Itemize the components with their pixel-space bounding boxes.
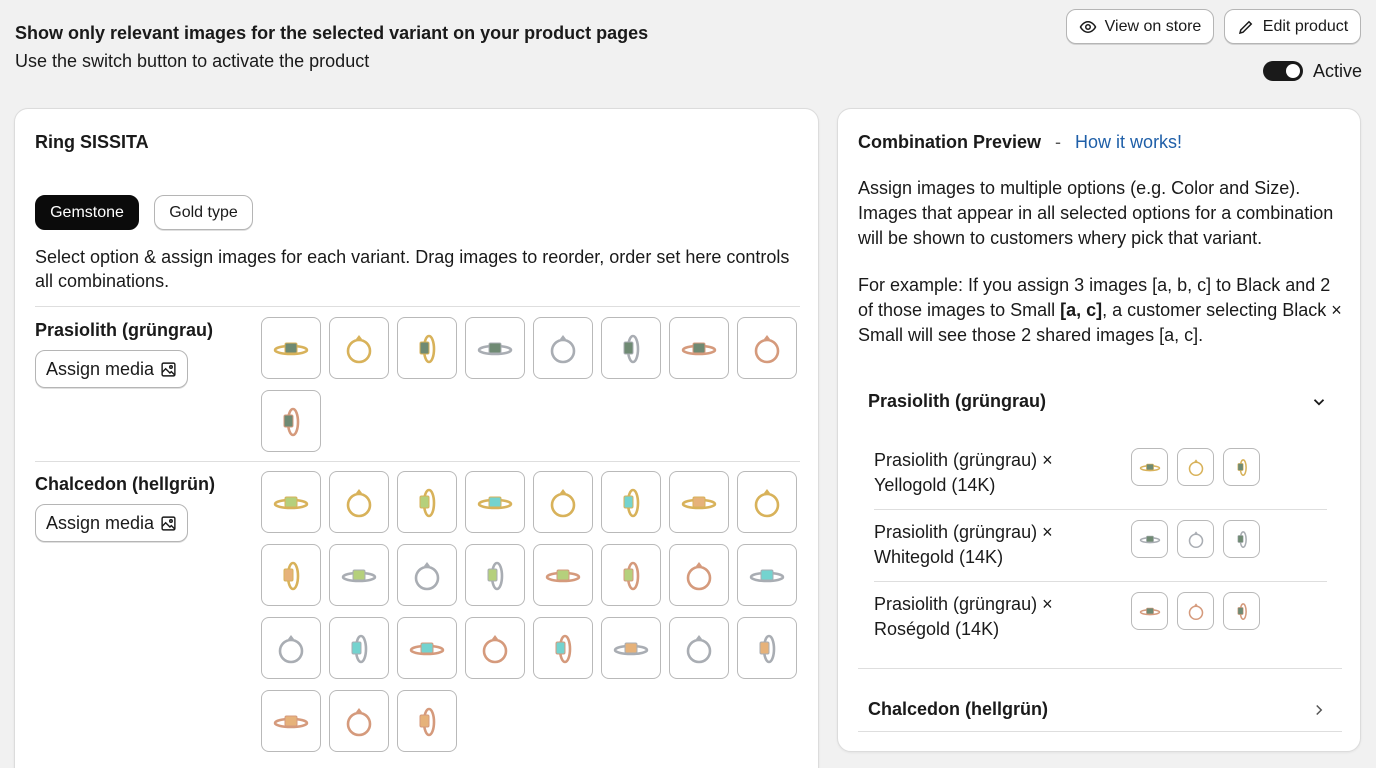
combination-image-thumbnail [1177,592,1214,630]
product-image-thumbnail[interactable] [737,617,797,679]
product-image-thumbnail[interactable] [397,690,457,752]
assign-media-button[interactable] [35,504,188,542]
assign-media-label: Assign media [45,358,155,379]
variant-image-grid [261,317,801,452]
tab-gold-type[interactable]: Gold type [154,195,253,230]
product-image-thumbnail[interactable] [261,617,321,679]
ring-image [405,699,449,743]
view-on-store-label: View on store [1104,17,1202,35]
edit-product-button[interactable] [1224,9,1361,44]
product-image-thumbnail[interactable] [737,544,797,606]
combination-images [1131,520,1260,558]
ring-image [1183,598,1209,624]
product-image-thumbnail[interactable] [465,471,525,533]
ring-image [473,326,517,370]
ring-image [337,699,381,743]
ring-image [473,480,517,524]
product-image-thumbnail[interactable] [329,690,389,752]
product-image-thumbnail[interactable] [737,317,797,379]
ring-image [609,326,653,370]
title-separator: - [1055,132,1062,152]
tab-gemstone[interactable]: Gemstone [35,195,139,230]
ring-image [1229,598,1255,624]
combination-label: Prasiolith (grüngrau) × Yellogold (14K) [874,450,1053,495]
view-on-store-button[interactable] [1066,9,1214,44]
ring-image [677,553,721,597]
ring-image [269,626,313,670]
ring-image [1137,526,1163,552]
ring-image [1137,598,1163,624]
variant-image-grid [261,471,801,752]
product-image-thumbnail[interactable] [397,544,457,606]
chevron-down-icon [1310,393,1328,411]
ring-image [745,326,789,370]
combination-image-thumbnail [1131,448,1168,486]
product-image-thumbnail[interactable] [397,617,457,679]
product-card [14,108,819,768]
page-subtitle: Use the switch button to activate the product [15,51,370,71]
variant-name: Prasiolith (grüngrau) [35,320,214,340]
ring-image [677,480,721,524]
divider [874,509,1327,510]
combination-image-thumbnail [1223,592,1260,630]
combination-images [1131,592,1260,630]
preview-header [858,132,1182,153]
combination-image-thumbnail [1223,448,1260,486]
example-highlight: [a, c] [1060,300,1103,320]
product-image-thumbnail[interactable] [465,617,525,679]
product-image-thumbnail[interactable] [533,544,593,606]
accordion-label: Prasiolith (grüngrau) [868,391,1047,411]
product-name: Ring SISSITA [35,132,149,152]
instructions-text: Select option & assign images for each variant. Drag images to reorder, order set here controls all combinations. [35,247,790,291]
product-image-thumbnail[interactable] [533,617,593,679]
edit-product-label: Edit product [1262,17,1349,35]
assign-media-label: Assign media [45,512,155,533]
ring-image [1183,526,1209,552]
page-title: Show only relevant images for the selected variant on your product pages [15,23,649,43]
ring-image [473,626,517,670]
product-image-thumbnail[interactable] [737,471,797,533]
product-image-thumbnail[interactable] [601,471,661,533]
product-image-thumbnail[interactable] [669,617,729,679]
ring-image [541,326,585,370]
ring-image [337,326,381,370]
assign-media-button[interactable] [35,350,188,388]
ring-image [541,553,585,597]
variant-name: Chalcedon (hellgrün) [35,474,215,494]
ring-image [473,553,517,597]
product-image-thumbnail[interactable] [261,471,321,533]
combination-image-thumbnail [1131,592,1168,630]
product-image-thumbnail[interactable] [329,544,389,606]
ring-image [1183,454,1209,480]
example-text: For example: If you assign 3 images [a, b, c] to Black and 2 of those images to Small [858,275,1331,320]
ring-image [609,480,653,524]
ring-image [337,553,381,597]
ring-image [1229,454,1255,480]
accordion-prasiolith[interactable] [868,391,1328,412]
divider [35,306,800,307]
ring-image [745,553,789,597]
product-image-thumbnail[interactable] [397,471,457,533]
product-image-thumbnail[interactable] [669,471,729,533]
accordion-label: Chalcedon (hellgrün) [868,699,1048,719]
product-image-thumbnail[interactable] [601,317,661,379]
product-image-thumbnail[interactable] [465,544,525,606]
product-image-thumbnail[interactable] [601,544,661,606]
ring-image [745,626,789,670]
ring-image [405,480,449,524]
product-image-thumbnail[interactable] [329,617,389,679]
product-image-thumbnail[interactable] [601,617,661,679]
active-label: Active [1313,61,1363,81]
divider [874,581,1327,582]
ring-image [405,626,449,670]
product-image-thumbnail[interactable] [261,690,321,752]
ring-image [337,626,381,670]
active-toggle[interactable] [1263,61,1303,81]
combination-preview-card [837,108,1361,752]
combination-images [1131,448,1260,486]
ring-image [405,326,449,370]
eye-icon [1079,18,1097,36]
ring-image [269,480,313,524]
ring-image [337,480,381,524]
ring-image [1229,526,1255,552]
divider [35,461,800,462]
product-image-thumbnail[interactable] [329,317,389,379]
divider [858,668,1342,669]
preview-example [858,273,1348,348]
ring-image [745,480,789,524]
accordion-chalcedon[interactable] [868,699,1328,720]
product-image-thumbnail[interactable] [329,471,389,533]
toggle-knob [1286,64,1300,78]
ring-image [269,399,313,443]
ring-image [269,553,313,597]
combination-image-thumbnail [1131,520,1168,558]
product-image-thumbnail[interactable] [397,317,457,379]
image-icon [160,515,177,532]
combination-label: Prasiolith (grüngrau) × Roségold (14K) [874,594,1053,639]
product-image-thumbnail[interactable] [669,317,729,379]
ring-image [677,626,721,670]
product-image-thumbnail[interactable] [465,317,525,379]
ring-image [609,553,653,597]
ring-image [1137,454,1163,480]
product-image-thumbnail[interactable] [261,317,321,379]
combination-image-thumbnail [1223,520,1260,558]
ring-image [541,626,585,670]
how-it-works-link[interactable]: How it works! [1075,132,1183,152]
preview-title: Combination Preview [858,132,1042,152]
preview-description: Assign images to multiple options (e.g. Color and Size). Images that appear in all selected options for a combination will be shown to customers whery pick that variant. [858,178,1334,248]
chevron-right-icon [1310,701,1328,719]
divider [858,731,1342,732]
product-image-thumbnail[interactable] [261,390,321,452]
ring-image [609,626,653,670]
ring-image [677,326,721,370]
product-image-thumbnail[interactable] [533,471,593,533]
combination-label: Prasiolith (grüngrau) × Whitegold (14K) [874,522,1053,567]
combination-image-thumbnail [1177,520,1214,558]
ring-image [269,699,313,743]
example-text: , a customer selecting Black × Small will see those 2 shared images [a, c]. [858,300,1342,345]
combination-image-thumbnail [1177,448,1214,486]
product-image-thumbnail[interactable] [533,317,593,379]
ring-image [541,480,585,524]
ring-image [269,326,313,370]
ring-image [405,553,449,597]
image-icon [160,361,177,378]
product-image-thumbnail[interactable] [261,544,321,606]
pencil-icon [1237,18,1255,36]
product-image-thumbnail[interactable] [669,544,729,606]
